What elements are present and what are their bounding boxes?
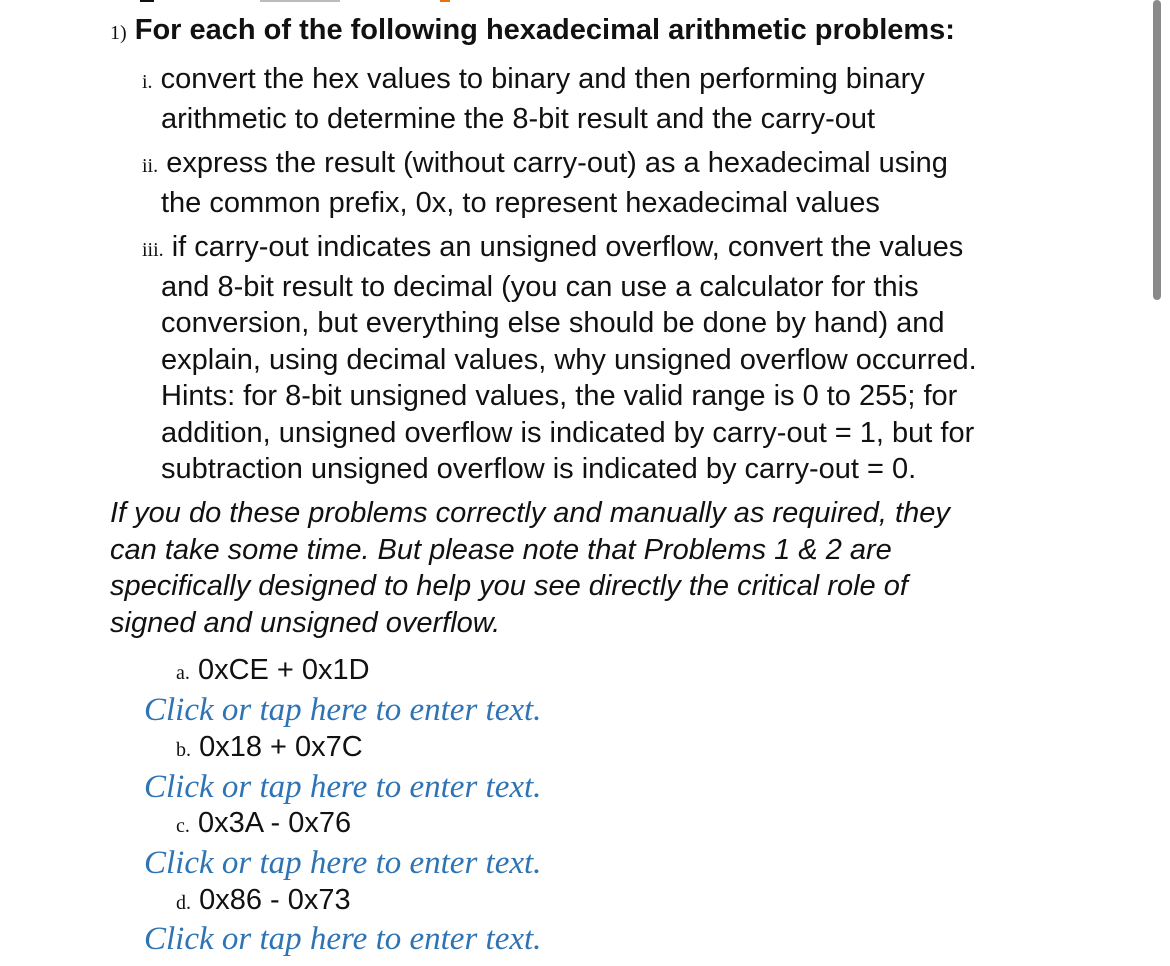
subitem-line: the common prefix, 0x, to represent hexadecimal values xyxy=(161,186,880,219)
subitem-line: ii. express the result (without carry-out) as a hexadecimal using xyxy=(142,147,948,179)
subitem-marker: ii. xyxy=(142,155,159,177)
problem-expression: 0x18 + 0x7C xyxy=(199,731,363,763)
top-edge-mark xyxy=(260,0,340,2)
subitem-line: arithmetic to determine the 8-bit result and the carry-out xyxy=(161,102,876,135)
note-line: If you do these problems correctly and manually as required, they xyxy=(110,497,950,529)
problem-c xyxy=(176,805,351,844)
subitem-line: Hints: for 8-bit unsigned values, the valid range is 0 to 255; for xyxy=(161,380,958,412)
note-line: specifically designed to help you see directly the critical role of xyxy=(110,570,908,602)
subitem-marker: i. xyxy=(142,71,153,93)
subitem-line: iii. if carry-out indicates an unsigned overflow, convert the values xyxy=(142,231,964,263)
top-edge-mark xyxy=(140,0,154,2)
problem-marker: d. xyxy=(176,892,191,914)
subitem-line: addition, unsigned overflow is indicated by carry-out = 1, but for xyxy=(161,416,975,449)
problem-a xyxy=(176,652,370,691)
subitem-line: explain, using decimal values, why unsigned overflow occurred. xyxy=(161,343,977,376)
problem-expression: 0xCE + 0x1D xyxy=(197,654,370,686)
note-line: can take some time. But please note that Problems 1 & 2 are xyxy=(110,533,892,566)
top-edge-orange-mark xyxy=(440,0,450,2)
problem-marker: b. xyxy=(176,739,191,761)
problem-expression: 0x3A - 0x76 xyxy=(197,807,352,839)
vertical-scrollbar[interactable] xyxy=(1153,0,1161,300)
problem-expression: 0x86 - 0x73 xyxy=(199,884,351,916)
note-line: signed and unsigned overflow. xyxy=(110,606,501,639)
subitem-iii xyxy=(142,229,1062,488)
subitem-marker: iii. xyxy=(142,239,164,261)
subitem-line: conversion, but everything else should be done by hand) and xyxy=(161,307,945,339)
answer-field-c[interactable]: Click or tap here to enter text. xyxy=(144,845,542,881)
problem-marker: c. xyxy=(176,815,190,837)
subitem-line: and 8-bit result to decimal (you can use a calculator for this xyxy=(161,270,919,303)
question-title: For each of the following hexadecimal arithmetic problems: xyxy=(134,14,955,46)
subitem-line: subtraction unsigned overflow is indicated by carry-out = 0. xyxy=(161,453,917,485)
problem-marker: a. xyxy=(176,662,190,684)
instruction-note xyxy=(110,495,1070,641)
subitem-line: i. convert the hex values to binary and then performing binary xyxy=(142,63,925,95)
question-heading xyxy=(110,12,955,51)
answer-field-b[interactable]: Click or tap here to enter text. xyxy=(144,769,542,805)
question-number: 1) xyxy=(110,22,127,44)
answer-field-d[interactable]: Click or tap here to enter text. xyxy=(144,921,542,957)
answer-field-a[interactable]: Click or tap here to enter text. xyxy=(144,692,542,728)
subitem-i xyxy=(142,61,1062,137)
subitem-ii xyxy=(142,145,1062,221)
problem-b xyxy=(176,729,363,768)
top-edge-fragment xyxy=(140,0,460,3)
problem-d xyxy=(176,882,351,921)
